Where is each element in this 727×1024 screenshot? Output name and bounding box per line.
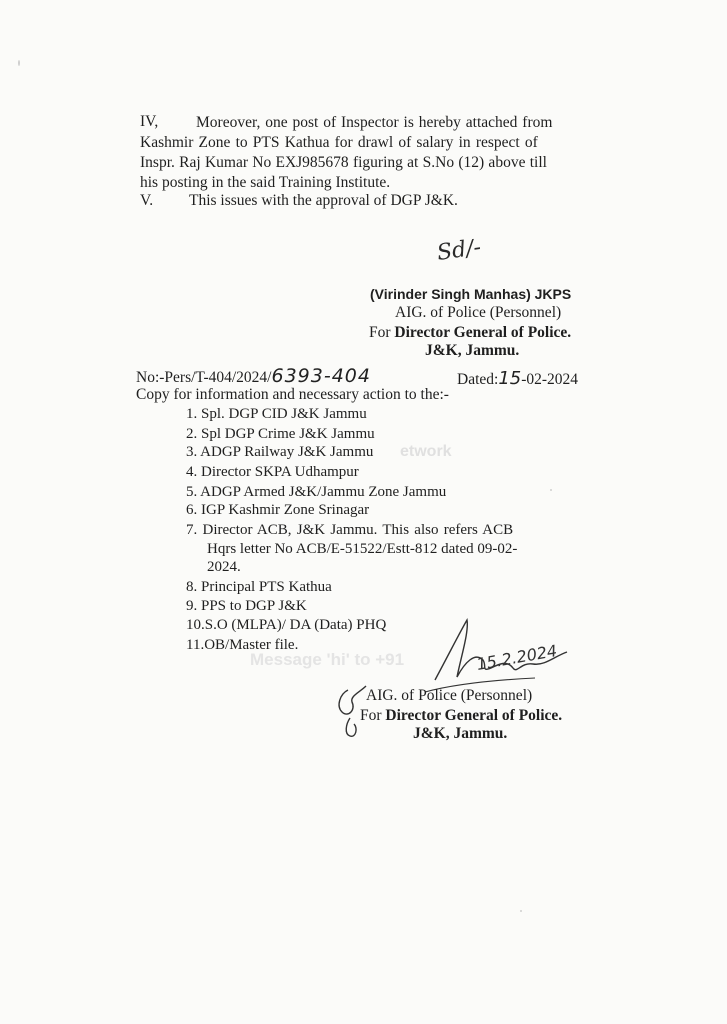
handwritten-date: 15.2.2024 bbox=[474, 641, 559, 674]
list-item: 8. Principal PTS Kathua bbox=[186, 579, 332, 595]
for2-office: Director General of Police. bbox=[385, 707, 563, 724]
list-item: 4. Director SKPA Udhampur bbox=[186, 464, 359, 480]
list-item-continued: 2024. bbox=[207, 559, 241, 575]
list-item: 11.OB/Master file. bbox=[186, 637, 299, 653]
para-iv-label: IV, bbox=[140, 113, 159, 130]
watermark-network: etwork bbox=[400, 443, 452, 460]
watermark-message: Message 'hi' to +91 bbox=[250, 650, 405, 669]
for2-prefix: For bbox=[360, 707, 382, 724]
signatory2-location: J&K, Jammu. bbox=[413, 725, 508, 742]
signatory-designation: AIG. of Police (Personnel) bbox=[395, 304, 562, 321]
dated-label: Dated: bbox=[457, 371, 499, 388]
para-iv-line2: Kashmir Zone to PTS Kathua for drawl of salary in respect of bbox=[140, 134, 538, 151]
para-iv-line1: Moreover, one post of Inspector is hereby attached from bbox=[196, 114, 553, 131]
copy-line: Copy for information and necessary action to the:- bbox=[136, 386, 449, 403]
reference-number-prefix: No:-Pers/T-404/2024/ bbox=[136, 369, 272, 386]
list-item: 7. Director ACB, J&K Jammu. This also refers ACB bbox=[186, 522, 514, 538]
list-item: 2. Spl DGP Crime J&K Jammu bbox=[186, 426, 375, 442]
list-item: 10.S.O (MLPA)/ DA (Data) PHQ bbox=[186, 617, 387, 633]
scan-speck bbox=[550, 489, 552, 491]
for-office: Director General of Police. bbox=[394, 324, 572, 341]
para-iv-line3: Inspr. Raj Kumar No EXJ985678 figuring at S.No (12) above till bbox=[140, 154, 547, 171]
list-item-continued: Hqrs letter No ACB/E-51522/Estt-812 dated 09-02- bbox=[207, 541, 518, 557]
para-v-label: V. bbox=[140, 192, 154, 209]
scan-speck bbox=[520, 910, 522, 912]
list-item: 9. PPS to DGP J&K bbox=[186, 598, 307, 614]
list-item: 6. IGP Kashmir Zone Srinagar bbox=[186, 502, 370, 518]
list-item: 3. ADGP Railway J&K Jammu bbox=[186, 444, 374, 460]
dated-day-handwritten: 15 bbox=[498, 368, 522, 389]
signatory2-designation: AIG. of Police (Personnel) bbox=[366, 687, 533, 704]
scan-speck bbox=[18, 60, 20, 66]
for-prefix: For bbox=[369, 324, 391, 341]
dated-rest: -02-2024 bbox=[521, 371, 579, 388]
list-item: 1. Spl. DGP CID J&K Jammu bbox=[186, 406, 367, 422]
signatory-name: (Virinder Singh Manhas) JKPS bbox=[370, 286, 572, 302]
reference-number-handwritten: 6393-404 bbox=[271, 365, 371, 387]
signatory-location: J&K, Jammu. bbox=[425, 342, 520, 359]
list-item: 5. ADGP Armed J&K/Jammu Zone Jammu bbox=[186, 484, 447, 500]
para-v-text: This issues with the approval of DGP J&K. bbox=[189, 192, 458, 209]
para-iv-line4: his posting in the said Training Institute. bbox=[140, 174, 391, 191]
signature-mark: Sd/- bbox=[435, 235, 483, 266]
reference-date bbox=[457, 369, 578, 391]
